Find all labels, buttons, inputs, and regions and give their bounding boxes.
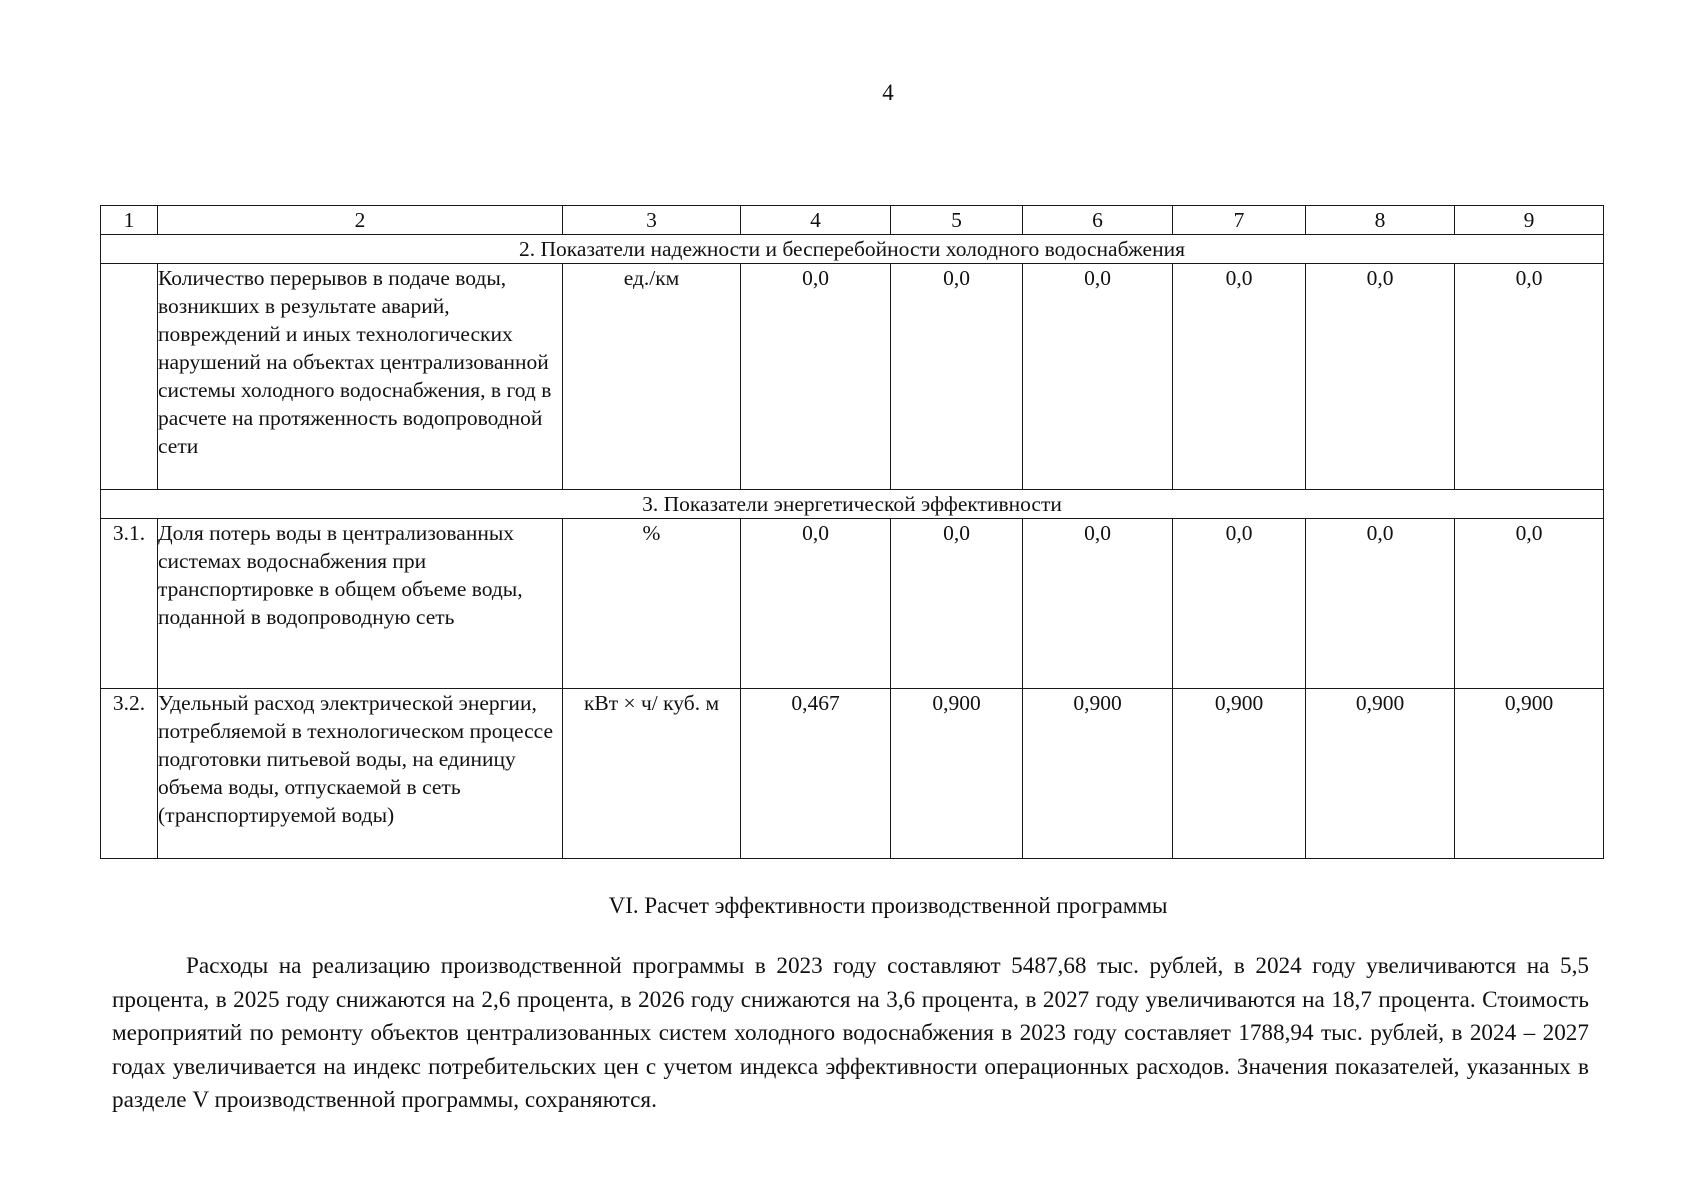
header-cell: 1 [101, 206, 158, 235]
indicators-table [100, 205, 1604, 859]
row-unit: % [563, 519, 741, 689]
row-value: 0,900 [1306, 689, 1455, 859]
section-heading: VI. Расчет эффективности производственной программы [608, 893, 1168, 918]
section-row [101, 235, 1604, 264]
row-value: 0,0 [1306, 519, 1455, 689]
header-cell: 6 [1023, 206, 1173, 235]
header-cell: 9 [1455, 206, 1604, 235]
row-value: 0,467 [741, 689, 891, 859]
table-row [101, 264, 1604, 490]
header-cell: 5 [891, 206, 1023, 235]
row-value: 0,0 [1455, 519, 1604, 689]
row-value: 0,0 [741, 264, 891, 490]
row-number: 3.2. [101, 689, 158, 859]
header-cell: 4 [741, 206, 891, 235]
header-cell: 3 [563, 206, 741, 235]
row-value: 0,0 [1023, 264, 1173, 490]
table-row [101, 519, 1604, 689]
row-value: 0,0 [741, 519, 891, 689]
table-row [101, 689, 1604, 859]
row-value: 0,900 [1173, 689, 1306, 859]
row-number: 3.1. [101, 519, 158, 689]
row-value: 0,0 [1173, 264, 1306, 490]
section-title: 3. Показатели энергетической эффективности [101, 490, 1604, 519]
section-title: 2. Показатели надежности и бесперебойности холодного водоснабжения [101, 235, 1604, 264]
header-cell: 8 [1306, 206, 1455, 235]
row-value: 0,0 [1023, 519, 1173, 689]
row-unit: ед./км [563, 264, 741, 490]
row-value: 0,900 [1455, 689, 1604, 859]
page-number: 4 [882, 80, 894, 105]
body-paragraph: Расходы на реализацию производственной программы в 2023 году составляют 5487,68 тыс. рублей, в 2024 году увеличиваются на 5,5 процента, в 2025 году снижаются на 2,6 процента, в 2026 году снижаются на 3,6 процента, в 2027 году увеличиваются на 18,7 процента. Стоимость мероприятий по ремонту объектов централизованных систем холодного водоснабжения в 2023 году составляет 1788,94 тыс. рублей, в 2024 – 2027 годах увеличивается на индекс потребительских цен с учетом индекса эффективности операционных расходов. Значения показателей, указанных в разделе V производственной программы, сохраняются. [112, 953, 1589, 1113]
row-description: Количество перерывов в подаче воды, возникших в результате аварий, повреждений и иных технологических нарушений на объектах централизованной системы холодного водоснабжения, в год в расчете на протяженность водопроводной сети [158, 264, 563, 490]
row-unit: кВт × ч/ куб. м [563, 689, 741, 859]
row-value: 0,900 [1023, 689, 1173, 859]
header-cell: 2 [158, 206, 563, 235]
row-value: 0,0 [1173, 519, 1306, 689]
row-value: 0,0 [891, 519, 1023, 689]
row-value: 0,0 [1306, 264, 1455, 490]
header-cell: 7 [1173, 206, 1306, 235]
row-value: 0,900 [891, 689, 1023, 859]
row-description: Доля потерь воды в централизованных системах водоснабжения при транспортировке в общем объеме воды, поданной в водопроводную сеть [158, 519, 563, 689]
table-header-row [101, 206, 1604, 235]
row-value: 0,0 [891, 264, 1023, 490]
row-value: 0,0 [1455, 264, 1604, 490]
section-row [101, 490, 1604, 519]
row-number [101, 264, 158, 490]
row-description: Удельный расход электрической энергии, потребляемой в технологическом процессе подготовки питьевой воды, на единицу объема воды, отпускаемой в сеть (транспортируемой воды) [158, 689, 563, 859]
